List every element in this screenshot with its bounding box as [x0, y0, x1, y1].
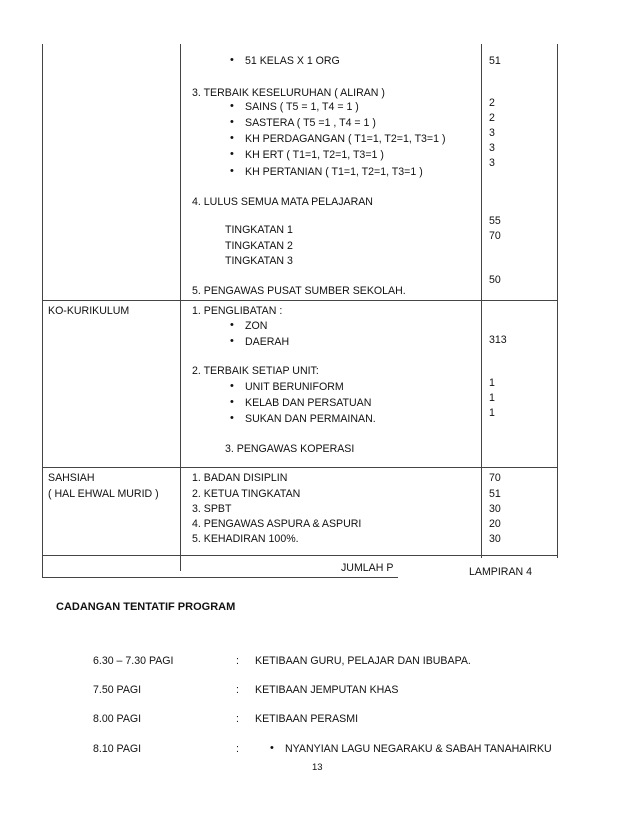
value-cell: 55: [489, 215, 501, 227]
schedule-activity: • NYANYIAN LAGU NEGARAKU & SABAH TANAHAIRKU: [285, 743, 552, 755]
value-cell: 3: [489, 142, 495, 154]
list-item: 3. SPBT: [192, 503, 232, 515]
page-number: 13: [312, 762, 323, 773]
item-heading: 3. PENGAWAS KOPERASI: [225, 443, 355, 455]
value-cell: 51: [489, 488, 501, 500]
schedule-time: 8.10 PAGI: [93, 743, 142, 755]
schedule-activity: KETIBAAN PERASMI: [255, 713, 359, 725]
schedule-time: 6.30 – 7.30 PAGI: [93, 655, 174, 667]
bullet-item: • SAINS ( T5 = 1, T4 = 1 ): [245, 101, 359, 113]
list-item: 5. KEHADIRAN 100%.: [192, 533, 299, 545]
row-separator-1: [42, 300, 558, 301]
bullet-item: • SUKAN DAN PERMAINAN.: [245, 413, 376, 425]
list-item: 1. BADAN DISIPLIN: [192, 472, 288, 484]
value-cell: 1: [489, 407, 495, 419]
schedule-separator: :: [236, 655, 239, 667]
list-item: 2. KETUA TINGKATAN: [192, 488, 301, 500]
value-cell: 70: [489, 230, 501, 242]
schedule-activity: KETIBAAN GURU, PELAJAR DAN IBUBAPA.: [255, 655, 471, 667]
value-cell: 51: [489, 55, 501, 67]
schedule-activity: KETIBAAN JEMPUTAN KHAS: [255, 684, 399, 696]
category-label: ( HAL EHWAL MURID ): [48, 488, 159, 500]
category-label: KO-KURIKULUM: [48, 305, 130, 317]
value-cell: 1: [489, 392, 495, 404]
table-divider-1: [180, 44, 181, 571]
bullet-item: • 51 KELAS X 1 ORG: [245, 55, 340, 67]
bullet-item: • ZON: [245, 320, 267, 332]
value-cell: 20: [489, 518, 501, 530]
category-label: SAHSIAH: [48, 472, 95, 484]
value-cell: 50: [489, 274, 501, 286]
table-divider-2: [481, 44, 482, 571]
item-heading: 3. TERBAIK KESELURUHAN ( ALIRAN ): [192, 87, 385, 99]
value-cell: 1: [489, 377, 495, 389]
list-item: 4. PENGAWAS ASPURA & ASPURI: [192, 518, 362, 530]
level-label: TINGKATAN 3: [225, 255, 293, 267]
value-cell: 3: [489, 157, 495, 169]
level-label: TINGKATAN 2: [225, 240, 293, 252]
bullet-item: • KELAB DAN PERSATUAN: [245, 397, 371, 409]
schedule-time: 8.00 PAGI: [93, 713, 142, 725]
table-border-right: [557, 44, 558, 571]
row-separator-3: [42, 555, 558, 556]
value-cell: 2: [489, 97, 495, 109]
table-border-left: [42, 44, 43, 577]
value-cell: 313: [489, 334, 507, 346]
level-label: TINGKATAN 1: [225, 224, 293, 236]
value-cell: 30: [489, 533, 501, 545]
bullet-item: • SASTERA ( T5 =1 , T4 = 1 ): [245, 117, 376, 129]
program-title: CADANGAN TENTATIF PROGRAM: [56, 601, 236, 613]
total-label: JUMLAH P: [341, 562, 394, 574]
bullet-item: • UNIT BERUNIFORM: [245, 381, 344, 393]
schedule-separator: :: [236, 743, 239, 755]
schedule-time: 7.50 PAGI: [93, 684, 142, 696]
bullet-item: • KH PERTANIAN ( T1=1, T2=1, T3=1 ): [245, 166, 423, 178]
value-cell: 2: [489, 112, 495, 124]
bullet-item: • KH ERT ( T1=1, T2=1, T3=1 ): [245, 149, 384, 161]
item-heading: 4. LULUS SEMUA MATA PELAJARAN: [192, 196, 373, 208]
schedule-separator: :: [236, 713, 239, 725]
value-cell: 70: [489, 472, 501, 484]
lampiran-label: LAMPIRAN 4: [469, 566, 532, 578]
item-heading: 1. PENGLIBATAN :: [192, 305, 283, 317]
bullet-item: • DAERAH: [245, 336, 289, 348]
schedule-separator: :: [236, 684, 239, 696]
value-cell: 3: [489, 127, 495, 139]
value-cell: 30: [489, 503, 501, 515]
bullet-item: • KH PERDAGANGAN ( T1=1, T2=1, T3=1 ): [245, 133, 445, 145]
item-heading: 2. TERBAIK SETIAP UNIT:: [192, 365, 319, 377]
row-separator-2: [42, 467, 558, 468]
item-heading: 5. PENGAWAS PUSAT SUMBER SEKOLAH.: [192, 285, 406, 297]
